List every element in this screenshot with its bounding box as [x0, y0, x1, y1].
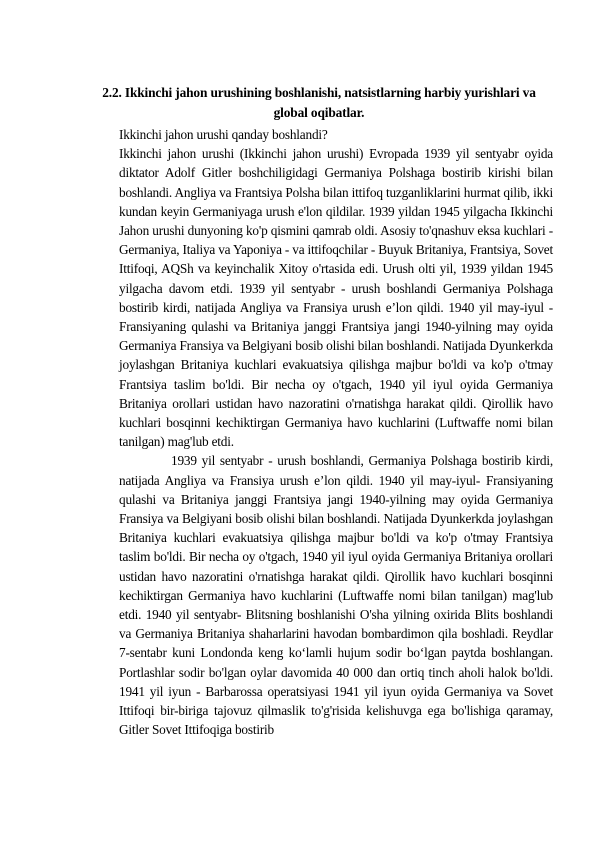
paragraph-1: Ikkinchi jahon urushi (Ikkinchi jahon urushi) Evropada 1939 yil sentyabr oyida diktator Adolf Gitler boshchiligidagi Germaniya Polshaga bostirib kirishi bilan boshlandi. Angliya va Frantsiya Polsha bilan ittifoq tuzganliklarini hurmat qilib, ikki kundan keyin Germaniyaga urush e'lon qildilar. 1939 yildan 1945 yilgacha Ikkinchi Jahon urushi dunyoning ko'p qismini qamrab oldi. Asosiy to'qnashuv eksa kuchlari - Germaniya, Italiya va Yaponiya - va ittifoqchilar - Buyuk Britaniya, Frantsiya, Sovet Ittifoqi, AQSh va keyinchalik Xitoy o'rtasida edi. Urush olti yil, 1939 yildan 1945 yilgacha davom etdi. 1939 yil sentyabr - urush boshlandi Germaniya Polshaga bostirib kirdi, natijada Angliya va Fransiya urush e’lon qildi. 1940 yil may-iyul - Fransiyaning qulashi va Britaniya janggi Frantsiya jangi 1940-yilning may oyida Germaniya Fransiya va Belgiyani bosib olishi bilan boshlandi. Natijada Dyunkerkda joylashgan Britaniya kuchlari evakuatsiya qilishga majbur bo'ldi va ko'p o'tmay Frantsiya taslim bo'ldi. Bir necha oy o'tgach, 1940 yil iyul oyida Germaniya Britaniya orollari ustidan havo nazoratini o'rnatishga harakat qildi. Qirollik havo kuchlari bosqinni kechiktirgan Germaniya havo kuchlarini (Luftwaffe nomi bilan tanilgan) mag'lub etdi. [119, 146, 553, 450]
body-text [119, 125, 553, 740]
section-heading: 2.2. Ikkinchi jahon urushining boshlanishi, natsistlarning harbiy yurishlari va global oqibatlar. [102, 85, 536, 120]
paragraph-2: 1939 yil sentyabr - urush boshlandi, Germaniya Polshaga bostirib kirdi, natijada Angliya va Fransiya urush e’lon qildi. 1940 yil may-iyul- Fransiyaning qulashi va Britaniya janggi Frantsiya jangi 1940-yilning may oyida Germaniya Fransiya va Belgiyani bosib olishi bilan boshlandi. Natijada Dyunkerkda joylashgan Britaniya kuchlari evakuatsiya qilishga majbur bo'ldi va ko'p o'tmay Frantsiya taslim bo'ldi. Bir necha oy o'tgach, 1940 yil iyul oyida Germaniya Britaniya orollari ustidan havo nazoratini o'rnatishga harakat qildi. Qirollik havo kuchlari bosqinni kechiktirgan Germaniya havo kuchlarini (Luftwaffe nomi bilan tanilgan) mag'lub etdi. 1940 yil sentyabr- Blitsning boshlanishi O'sha yilning oxirida Blits boshlandi va Germaniya Britaniya shaharlarini havodan bombardimon qila boshladi. Reydlar 7-sentabr kuni Londonda keng ko‘lamli hujum sodir bo‘lgan paytda boshlangan. Portlashlar sodir bo'lgan oylar davomida 40 000 dan ortiq tinch aholi halok bo'ldi. 1941 yil iyun - Barbarossa operatsiyasi 1941 yil iyun oyida Germaniya va Sovet Ittifoqi bir-biriga tajovuz qilmaslik to'g'risida kelishuvga ega bo'lishiga qaramay, Gitler Sovet Ittifoqiga bostirib [119, 453, 553, 738]
question-line: Ikkinchi jahon urushi qanday boshlandi? [119, 127, 328, 142]
